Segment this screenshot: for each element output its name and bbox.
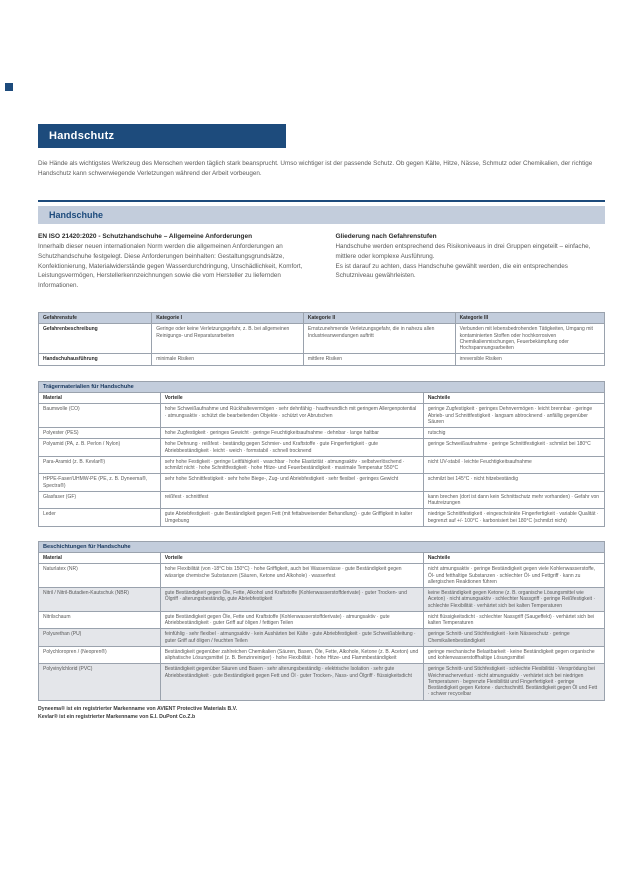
col-vorteile: Vorteile <box>160 393 423 404</box>
table-row <box>39 509 605 527</box>
material-cell: Para-Aramid (z. B. Kevlar®) <box>39 456 161 474</box>
pros-cell: feinfühlig · sehr flexibel · atmungsaktiv · kein Aushärten bei Kälte · gute Abriebfestigkeit · gute Schweißableitung · guter Griff auf öligen / feuchten Teilen <box>160 629 423 647</box>
hazard-table-wrap <box>38 312 605 366</box>
pros-cell: Beständigkeit gegenüber zahlreichen Chemikalien (Säuren, Basen, Öle, Fette, Alkohole, Ketone (z. B. Aceton) und aliphatische Lösungsmittel (z. B. Benzinreiniger) · hohe Flexibilität · hohe Hitze- und Flammbeständigkeit <box>160 646 423 664</box>
material-table-wrap <box>38 381 605 527</box>
cons-cell: nicht flüssigkeitsdicht · schlechter Nassgriff (Saugeffekt) · verhärtet sich bei kalten Temperaturen <box>423 611 604 629</box>
print-mark <box>5 83 13 91</box>
coating-header-row <box>39 553 605 564</box>
pros-cell: gute Beständigkeit gegen Öle, Fette, Alkohol und Kraftstoffe (Kohlenwasserstoffderivate) · guter Trocken- und Ölgriff · alterungsbeständig, gute Abriebfestigkeit <box>160 588 423 612</box>
cons-cell: geringe Schnitt- und Stichfestigkeit · kein Nässeschutz · geringe Chemikalienbeständigkeit <box>423 629 604 647</box>
material-cell: Nitril / Nitril-Butadien-Kautschuk (NBR) <box>39 588 161 612</box>
pros-cell: hohe Zugfestigkeit · geringes Gewicht · geringe Feuchtigkeitsaufnahme · dehnbar · lange haltbar <box>160 428 423 439</box>
material-cell: Polyester (PES) <box>39 428 161 439</box>
cons-cell: kann brechen (dort ist dann kein Schnittschutz mehr vorhanden) · Gefahr von Hautreizungen <box>423 491 604 509</box>
cons-cell: niedrige Schnittfestigkeit · eingeschränkte Fingerfertigkeit · variable Qualität · begrenzt auf +/- 100°C · karbonisiert bei 180°C (schmilzt nicht) <box>423 509 604 527</box>
footnotes <box>38 706 605 721</box>
cat2-cell: mittlere Risiken <box>303 354 455 365</box>
pros-cell: sehr hohe Festigkeit · geringe Leitfähigkeit · waschbar · hohe Elastizität · atmungsaktiv · selbstverlöschend · schmilzt nicht · hohe Schnittfestigkeit · hohe Hitze- und Feuerbeständigkeit · maximale Temperatur 550°C <box>160 456 423 474</box>
material-cell: Polyvinylchlorid (PVC) <box>39 664 161 700</box>
pros-cell: sehr hohe Schnittfestigkeit · sehr hohe Biege-, Zug- und Abriebfestigkeit · sehr flexibel · geringes Gewicht <box>160 474 423 492</box>
table-row <box>39 646 605 664</box>
material-cell: Polyurethan (PU) <box>39 629 161 647</box>
material-cell: Glasfaser (GF) <box>39 491 161 509</box>
hazard-col-gefahrenstufe: Gefahrenstufe <box>39 313 152 324</box>
cat3-cell: irreversible Risiken <box>455 354 604 365</box>
table-row <box>39 491 605 509</box>
cons-cell: geringe Schweißaufnahme · geringe Schnittfestigkeit · schmilzt bei 180°C <box>423 439 604 457</box>
material-table-title: Trägermaterialien für Handschuhe <box>38 381 605 392</box>
cons-cell: schmilzt bei 145°C · nicht hitzebeständig <box>423 474 604 492</box>
material-cell: HPPE-Faser/UHMW-PE (PE, z. B. Dyneema®, Spectra®) <box>39 474 161 492</box>
column-left <box>38 233 308 291</box>
material-cell: Polychloropren / (Neopren®) <box>39 646 161 664</box>
cons-cell: geringe mechanische Belastbarkeit · keine Beständigkeit gegen organische und kohlenwasserstoffhaltige Lösungsmittel <box>423 646 604 664</box>
col-material: Material <box>39 553 161 564</box>
col-vorteile: Vorteile <box>160 553 423 564</box>
material-cell: Leder <box>39 509 161 527</box>
coating-table <box>38 552 605 701</box>
page-title: Handschutz <box>38 124 286 148</box>
hazard-col-kategorie1: Kategorie I <box>152 313 304 324</box>
cons-cell: keine Beständigkeit gegen Ketone (z. B. organische Lösungsmittel wie Aceton) · nicht atmungsaktiv · schlechter Nassgriff · geringe Reißfestigkeit · schlechte Flexibilität · verhärtet sich bei kalten Temperaturen <box>423 588 604 612</box>
footnote-dyneema: Dyneema® ist ein registrierter Markenname von AVIENT Protective Materials B.V. <box>38 706 238 712</box>
pros-cell: gute Abriebfestigkeit · gute Beständigkeit gegen Fett (mit fettabweisender Behandlung) · gute Griffigkeit in kalter Umgebung <box>160 509 423 527</box>
hazard-table <box>38 312 605 366</box>
right-column-body-2: Es ist darauf zu achten, dass Handschuhe gewählt werden, die ein entsprechendes Schutzniveau gewährleisten. <box>335 262 568 280</box>
section-header-handschuhe: Handschuhe <box>38 206 605 224</box>
table-row <box>39 456 605 474</box>
divider-line <box>38 200 605 202</box>
cat1-cell: Geringe oder keine Verletzungsgefahr, z. B. bei allgemeinen Reinigungs- und Reparaturarbeiten <box>152 324 304 354</box>
material-table <box>38 392 605 527</box>
two-column-text <box>38 233 605 291</box>
hazard-col-kategorie3: Kategorie III <box>455 313 604 324</box>
table-row <box>39 629 605 647</box>
intro-paragraph: Die Hände als wichtigstes Werkzeug des Menschen werden täglich stark beansprucht. Umso wichtiger ist der passende Schutz. Ob gegen Kälte, Hitze, Nässe, Schmutz oder Chemikalien, der richtige Handschutz kann schwerwiegende Verletzungen während der Arbeit vorbeugen. <box>38 160 593 178</box>
coating-table-wrap <box>38 541 605 701</box>
table-row <box>39 324 605 354</box>
table-row <box>39 611 605 629</box>
col-nachteile: Nachteile <box>423 553 604 564</box>
table-row <box>39 354 605 365</box>
cons-cell: geringe Zugfestigkeit · geringes Dehnvermögen · leicht brennbar · geringe Abrieb- und Schnittfestigkeit · langsam abtrocknend · anfällig gegenüber Säuren <box>423 404 604 428</box>
cons-cell: nicht UV-stabil · leichte Feuchtigkeitsaufnahme <box>423 456 604 474</box>
footnote-kevlar: Kevlar® ist ein registrierter Markenname von E.I. DuPont Co.Z.b <box>38 713 196 720</box>
table-row <box>39 439 605 457</box>
cat1-cell: minimale Risiken <box>152 354 304 365</box>
table-row <box>39 664 605 700</box>
hazard-col-kategorie2: Kategorie II <box>303 313 455 324</box>
table-row <box>39 588 605 612</box>
material-cell: Polyamid (PA, z. B. Perlon / Nylon) <box>39 439 161 457</box>
cat2-cell: Ernstzunehmende Verletzungsgefahr, die in nahezu allen Industrieanwendungen auftritt <box>303 324 455 354</box>
material-cell: Nitrilschaum <box>39 611 161 629</box>
table-row <box>39 428 605 439</box>
left-column-heading: EN ISO 21420:2020 - Schutzhandschuhe – Allgemeine Anforderungen <box>38 233 253 240</box>
pros-cell: gute Beständigkeit gegen Öle, Fette und Kraftstoffe (Kohlenwasserstoffderivate) · atmungsaktiv · gute Abriebbeständigkeit · guter Griff auf öligen / fettigen Teilen <box>160 611 423 629</box>
material-header-row <box>39 393 605 404</box>
col-material: Material <box>39 393 161 404</box>
table-row <box>39 474 605 492</box>
right-column-body-1: Handschuhe werden entsprechend des Risikoniveaus in drei Gruppen eingeteilt – einfache, mittlere oder komplexe Ausführung. <box>335 243 591 260</box>
cons-cell: geringe Schnitt- und Stichfestigkeit · schlechte Flexibilität · Versprödung bei Weichmacherverlust · nicht atmungsaktiv · verhärtet sich bei niedrigen Temperaturen · begrenzte Flexibilität und Fingerfertigkeit · geringe Beständigkeit gegen Ketone · durchschnittl. Beständigkeit gegen Öl und Fett · schwer recycelbar <box>423 664 604 700</box>
table-row <box>39 404 605 428</box>
material-cell: Baumwolle (CO) <box>39 404 161 428</box>
cons-cell: rutschig <box>423 428 604 439</box>
hazard-header-row <box>39 313 605 324</box>
right-column-heading: Gliederung nach Gefahrenstufen <box>335 233 437 240</box>
column-right <box>336 233 606 291</box>
row-label: Handschuhausführung <box>39 354 152 365</box>
left-column-body: Innerhalb dieser neuen internationalen Norm werden die allgemeinen Anforderungen an Schutzhandschuhe festgelegt. Diese Anforderungen beinhalten: Gestaltungsgrundsätze, Konfektionierung, Materialwiderstände gegen Wasserdurchdringung, Unschädlichkeit, Komfort, Leistungsvermögen, Herstellerkennzeichnungen sowie die vom Hersteller zu liefernden Informationen. <box>38 243 303 289</box>
row-label: Gefahrenbeschreibung <box>39 324 152 354</box>
col-nachteile: Nachteile <box>423 393 604 404</box>
pros-cell: hohe Dehnung · reißfest · beständig gegen Schmier- und Kraftstoffe · gute Fingerfertigkeit · gute Abriebbeständigkeit · leicht · weich · formstabil · schnell trocknend <box>160 439 423 457</box>
material-cell: Naturlatex (NR) <box>39 564 161 588</box>
pros-cell: reißfest · schnittfest <box>160 491 423 509</box>
pros-cell: Beständigkeit gegenüber Säuren und Basen · sehr alterungsbeständig · elektrische Isolation · sehr gute Abriebbeständigkeit · gute Beständigkeit gegen Fett und Öl · guter Trocken-, Nass- und Ölgriff · flüssigkeitsdicht <box>160 664 423 700</box>
cons-cell: nicht atmungsaktiv · geringe Beständigkeit gegen viele Kohlenwasserstoffe, Öl- und fetthaltige Substanzen · schlechter Öl- und Fettgriff · kann zu allergischen Reaktionen führen <box>423 564 604 588</box>
pros-cell: hohe Flexibilität (von -18°C bis 150°C) · hohe Griffigkeit, auch bei Wassernässe · gute Beständigkeit gegen wässrige chemische Substanzen (Säuren, Ketone und Alkohole) · wasserfest <box>160 564 423 588</box>
cat3-cell: Verbunden mit lebensbedrohenden Tätigkeiten, Umgang mit kontaminierten Stoffen oder hochkorrosiven Chemikalienmischungen, Feuerbekämpfung oder Hochspannungsarbeiten <box>455 324 604 354</box>
coating-table-title: Beschichtungen für Handschuhe <box>38 541 605 552</box>
pros-cell: hohe Schweißaufnahme und Rückhaltevermögen · sehr dehnfähig · hautfreundlich mit geringem Allergenpotential · atmungsaktiv · schützt die bearbeitenden Objekte · schützt vor Abrutschen <box>160 404 423 428</box>
table-row <box>39 564 605 588</box>
